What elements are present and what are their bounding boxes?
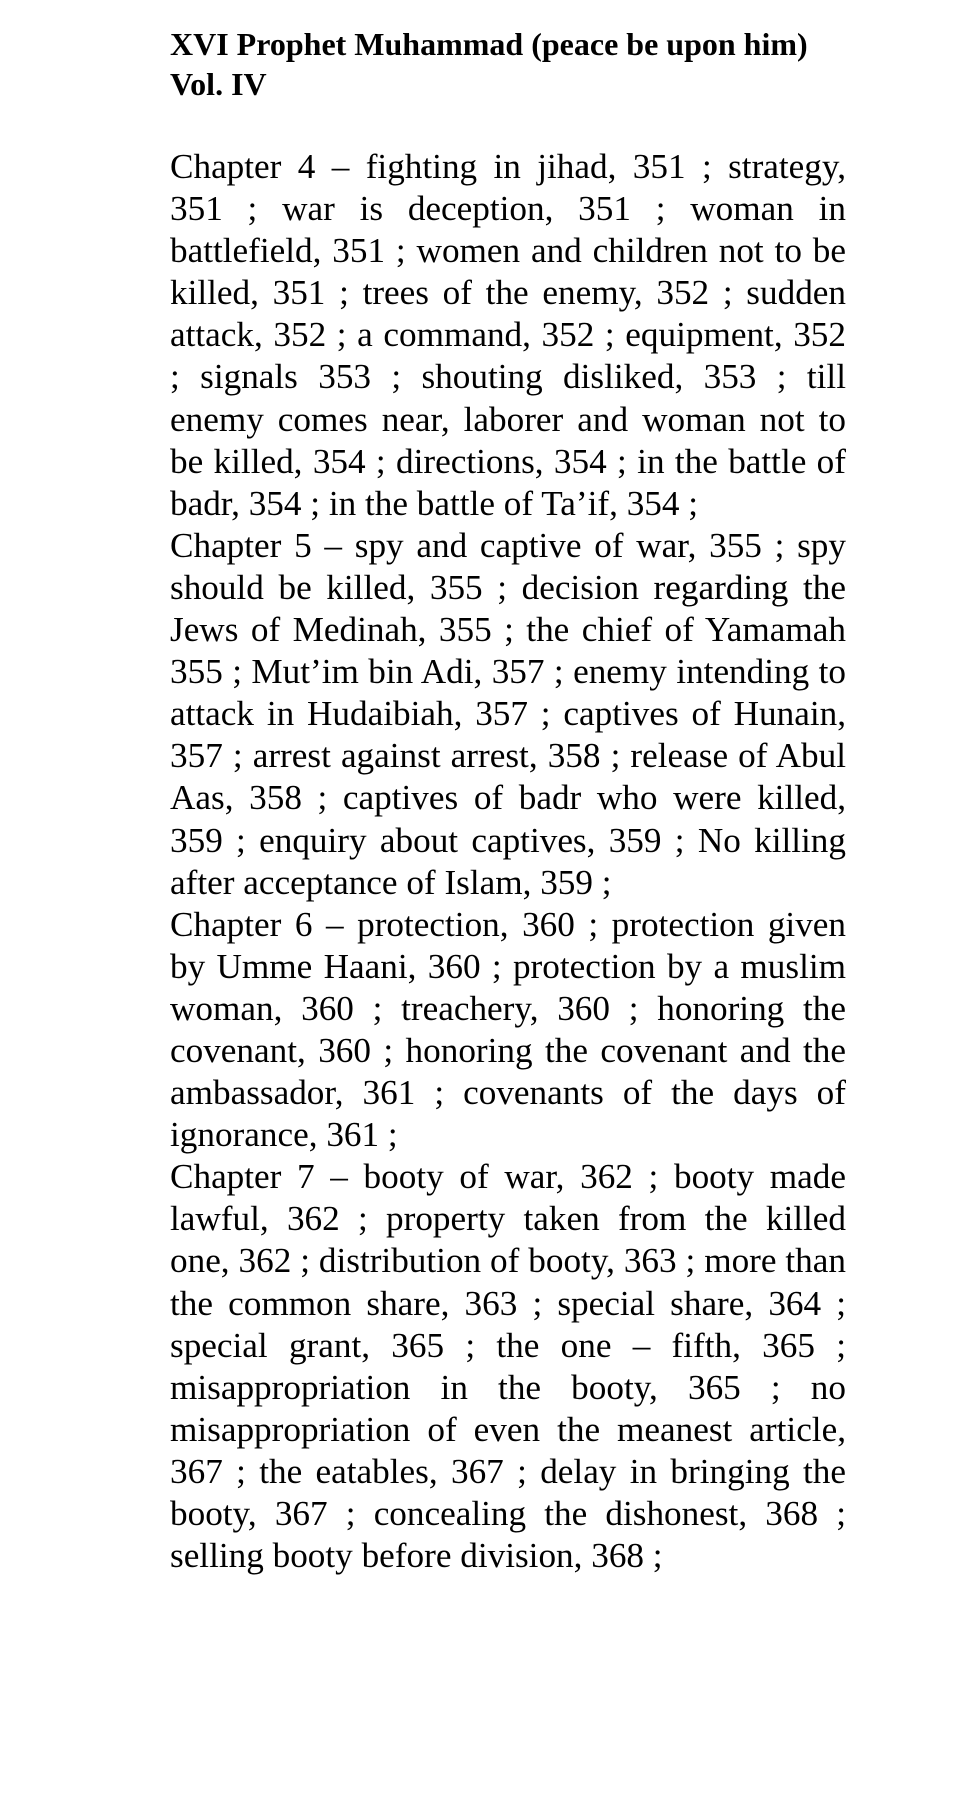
header-spacer <box>170 104 846 146</box>
chapter-7-entry: Chapter 7 – booty of war, 362 ; booty made lawful, 362 ; property taken from the killed one, 362 ; distribution of booty, 363 ; more than the common share, 363 ; special share, 364 ; special grant, 365 ; the one – fifth, 365 ; misappropriation in the booty, 365 ; no misappropriation of even the meanest article, 367 ; the eatables, 367 ; delay in bringing the booty, 367 ; concealing the dishonest, 368 ; selling booty before division, 368 ; <box>170 1157 846 1576</box>
index-page <box>170 24 846 1577</box>
volume-label: Vol. IV <box>170 66 267 102</box>
chapter-4-entry: Chapter 4 – fighting in jihad, 351 ; strategy, 351 ; war is deception, 351 ; woman in battlefield, 351 ; women and children not to be killed, 351 ; trees of the enemy, 352 ; sudden attack, 352 ; a command, 352 ; equipment, 352 ; signals 353 ; shouting disliked, 353 ; till enemy comes near, laborer and woman not to be killed, 354 ; directions, 354 ; in the battle of badr, 354 ; in the battle of Ta’if, 354 ; <box>170 147 846 523</box>
book-title: XVI Prophet Muhammad (peace be upon him) <box>170 26 808 62</box>
chapter-6-entry: Chapter 6 – protection, 360 ; protection given by Umme Haani, 360 ; protection by a muslim woman, 360 ; treachery, 360 ; honoring the covenant, 360 ; honoring the covenant and the ambassador, 361 ; covenants of the days of ignorance, 361 ; <box>170 904 846 1155</box>
chapter-5-entry: Chapter 5 – spy and captive of war, 355 ; spy should be killed, 355 ; decision regarding the Jews of Medinah, 355 ; the chief of Yamamah 355 ; Mut’im bin Adi, 357 ; enemy intending to attack in Hudaibiah, 357 ; captives of Hunain, 357 ; arrest against arrest, 358 ; release of Abul Aas, 358 ; captives of badr who were killed, 359 ; enquiry about captives, 359 ; No killing after acceptance of Islam, 359 ; <box>170 525 846 902</box>
